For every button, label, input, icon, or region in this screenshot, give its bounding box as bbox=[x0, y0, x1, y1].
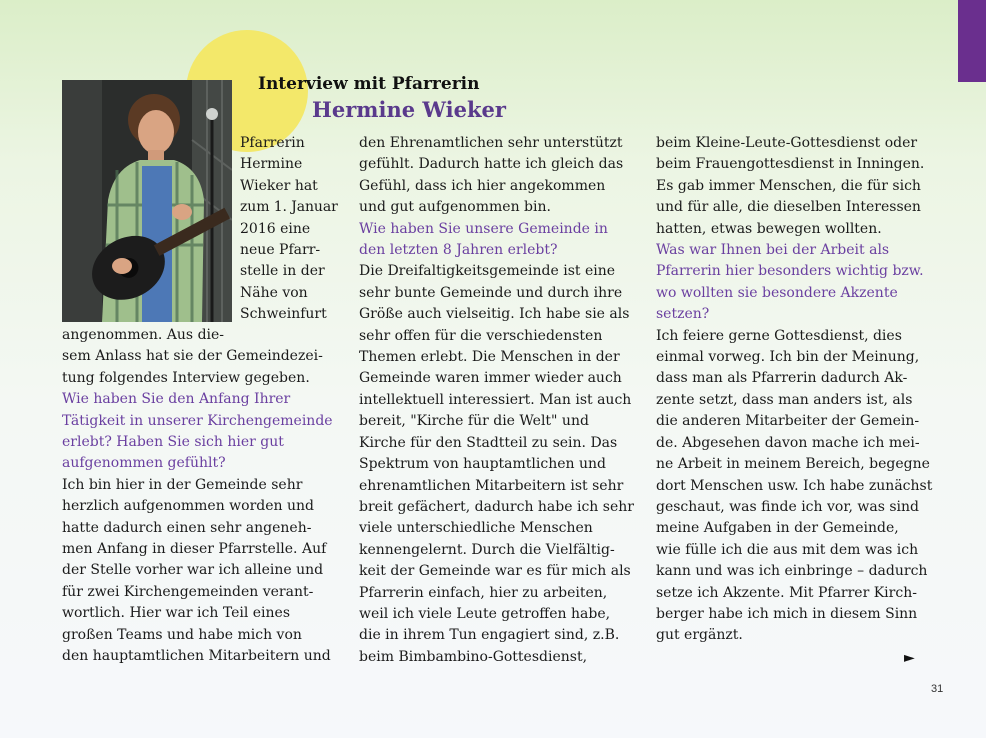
text-line: keit der Gemeinde war es für mich als bbox=[359, 563, 631, 580]
portrait-photo bbox=[62, 80, 232, 322]
text-line: breit gefächert, dadurch habe ich sehr bbox=[359, 498, 634, 515]
text-line: großen Teams und habe mich von bbox=[62, 626, 302, 643]
text-line: kann und was ich einbringe – dadurch bbox=[656, 563, 928, 580]
text-line: Themen erlebt. Die Menschen in der bbox=[359, 349, 620, 366]
text-line: einmal vorweg. Ich bin der Meinung, bbox=[656, 349, 920, 366]
text-line: beim Kleine-Leute-Gottesdienst oder bbox=[656, 135, 918, 151]
text-line: viele unterschiedliche Menschen bbox=[359, 520, 593, 537]
text-line: Pfarrerin einfach, hier zu arbeiten, bbox=[359, 584, 608, 601]
text-line: zente setzt, dass man anders ist, als bbox=[656, 391, 913, 408]
question-line: aufgenommen gefühlt? bbox=[62, 455, 226, 472]
text-line: hatten, etwas bewegen wollten. bbox=[656, 220, 882, 237]
text-column-1 bbox=[62, 325, 344, 668]
text-line: den hauptamtlichen Mitarbeitern und bbox=[62, 648, 331, 665]
text-column-2 bbox=[359, 133, 643, 668]
text-line: Ich feiere gerne Gottesdienst, dies bbox=[656, 327, 902, 344]
text-line: intellektuell interessiert. Man ist auch bbox=[359, 391, 632, 408]
text-line: Gemeinde waren immer wieder auch bbox=[359, 370, 622, 387]
question-line: Tätigkeit in unserer Kirchengemeinde bbox=[62, 412, 333, 429]
text-line: Spektrum von hauptamtlichen und bbox=[359, 456, 606, 473]
text-line: sehr offen für die verschiedensten bbox=[359, 327, 603, 344]
play-arrow-icon[interactable]: ► bbox=[904, 650, 915, 666]
question-line: Pfarrerin hier besonders wichtig bzw. bbox=[656, 263, 924, 280]
text-line: sehr bunte Gemeinde und durch ihre bbox=[359, 284, 623, 301]
intro-text bbox=[240, 133, 338, 326]
text-line: Hermine bbox=[240, 156, 303, 173]
question-line: Was war Ihnen bei der Arbeit als bbox=[656, 242, 890, 259]
text-line: Pfarrerin bbox=[240, 135, 305, 151]
section-tab-marker bbox=[958, 0, 986, 82]
text-line: dort Menschen usw. Ich habe zunächst bbox=[656, 477, 933, 494]
question-line: wo wollten sie besondere Akzente bbox=[656, 284, 898, 301]
question-line: Wie haben Sie den Anfang Ihrer bbox=[62, 391, 291, 408]
page-number: 31 bbox=[931, 683, 944, 695]
text-line: der Stelle vorher war ich alleine und bbox=[62, 562, 324, 579]
text-line: Größe auch vielseitig. Ich habe sie als bbox=[359, 306, 630, 323]
text-line: zum 1. Januar bbox=[240, 199, 338, 216]
text-line: ehrenamtlichen Mitarbeitern ist sehr bbox=[359, 477, 624, 494]
text-line: stelle in der bbox=[240, 263, 325, 280]
text-line: weil ich viele Leute getroffen habe, bbox=[359, 605, 611, 622]
text-line: dass man als Pfarrerin dadurch Ak- bbox=[656, 370, 908, 387]
question-line: Wie haben Sie unsere Gemeinde in bbox=[359, 220, 608, 237]
text-line: die anderen Mitarbeiter der Gemein- bbox=[656, 413, 920, 430]
article-title-line1: Interview mit Pfarrerin bbox=[258, 74, 480, 94]
text-line: Schweinfurt bbox=[240, 306, 327, 323]
text-line: Wieker hat bbox=[240, 177, 318, 194]
text-line: angenommen. Aus die- bbox=[62, 327, 225, 343]
text-line: 2016 eine bbox=[240, 220, 311, 237]
text-line: tung folgendes Interview gegeben. bbox=[62, 369, 310, 386]
text-line: gefühlt. Dadurch hatte ich gleich das bbox=[359, 156, 624, 173]
text-line: Es gab immer Menschen, die für sich bbox=[656, 177, 921, 194]
text-line: gut ergänzt. bbox=[656, 627, 743, 644]
question-line: den letzten 8 Jahren erlebt? bbox=[359, 242, 558, 259]
text-line: herzlich aufgenommen worden und bbox=[62, 498, 314, 515]
text-line: und für alle, die dieselben Interessen bbox=[656, 199, 921, 216]
text-line: sem Anlass hat sie der Gemeindezei- bbox=[62, 348, 323, 365]
question-line: erlebt? Haben Sie sich hier gut bbox=[62, 434, 284, 451]
text-line: Die Dreifaltigkeitsgemeinde ist eine bbox=[359, 263, 616, 280]
question-line: setzen? bbox=[656, 306, 710, 323]
text-line: Nähe von bbox=[240, 284, 308, 301]
text-line: den Ehrenamtlichen sehr unterstützt bbox=[359, 135, 623, 151]
text-line: neue Pfarr- bbox=[240, 242, 321, 259]
text-column-3 bbox=[656, 133, 940, 647]
text-line: setze ich Akzente. Mit Pfarrer Kirch- bbox=[656, 584, 917, 601]
text-line: bereit, "Kirche für die Welt" und bbox=[359, 413, 589, 430]
text-line: men Anfang in dieser Pfarrstelle. Auf bbox=[62, 541, 327, 558]
text-line: wortlich. Hier war ich Teil eines bbox=[62, 605, 291, 622]
text-line: geschaut, was finde ich vor, was sind bbox=[656, 498, 919, 515]
text-line: Kirche für den Stadtteil zu sein. Das bbox=[359, 434, 618, 451]
article-title-line2: Hermine Wieker bbox=[312, 97, 506, 122]
text-line: Gefühl, dass ich hier angekommen bbox=[359, 177, 606, 194]
text-line: meine Aufgaben in der Gemeinde, bbox=[656, 520, 899, 537]
text-line: für zwei Kirchengemeinden verant- bbox=[62, 583, 314, 600]
text-line: beim Bimbambino-Gottesdienst, bbox=[359, 648, 588, 665]
text-line: die in ihrem Tun engagiert sind, z.B. bbox=[359, 627, 620, 644]
text-line: kennengelernt. Durch die Vielfältig- bbox=[359, 541, 615, 558]
text-line: und gut aufgenommen bin. bbox=[359, 199, 551, 216]
text-line: ne Arbeit in meinem Bereich, begegne bbox=[656, 456, 930, 473]
text-line: beim Frauengottesdienst in Inningen. bbox=[656, 156, 925, 173]
text-line: wie fülle ich die aus mit dem was ich bbox=[656, 541, 919, 558]
text-line: berger habe ich mich in diesem Sinn bbox=[656, 605, 918, 622]
text-line: hatte dadurch einen sehr angeneh- bbox=[62, 519, 312, 536]
text-line: de. Abgesehen davon mache ich mei- bbox=[656, 434, 920, 451]
text-line: Ich bin hier in der Gemeinde sehr bbox=[62, 476, 303, 493]
